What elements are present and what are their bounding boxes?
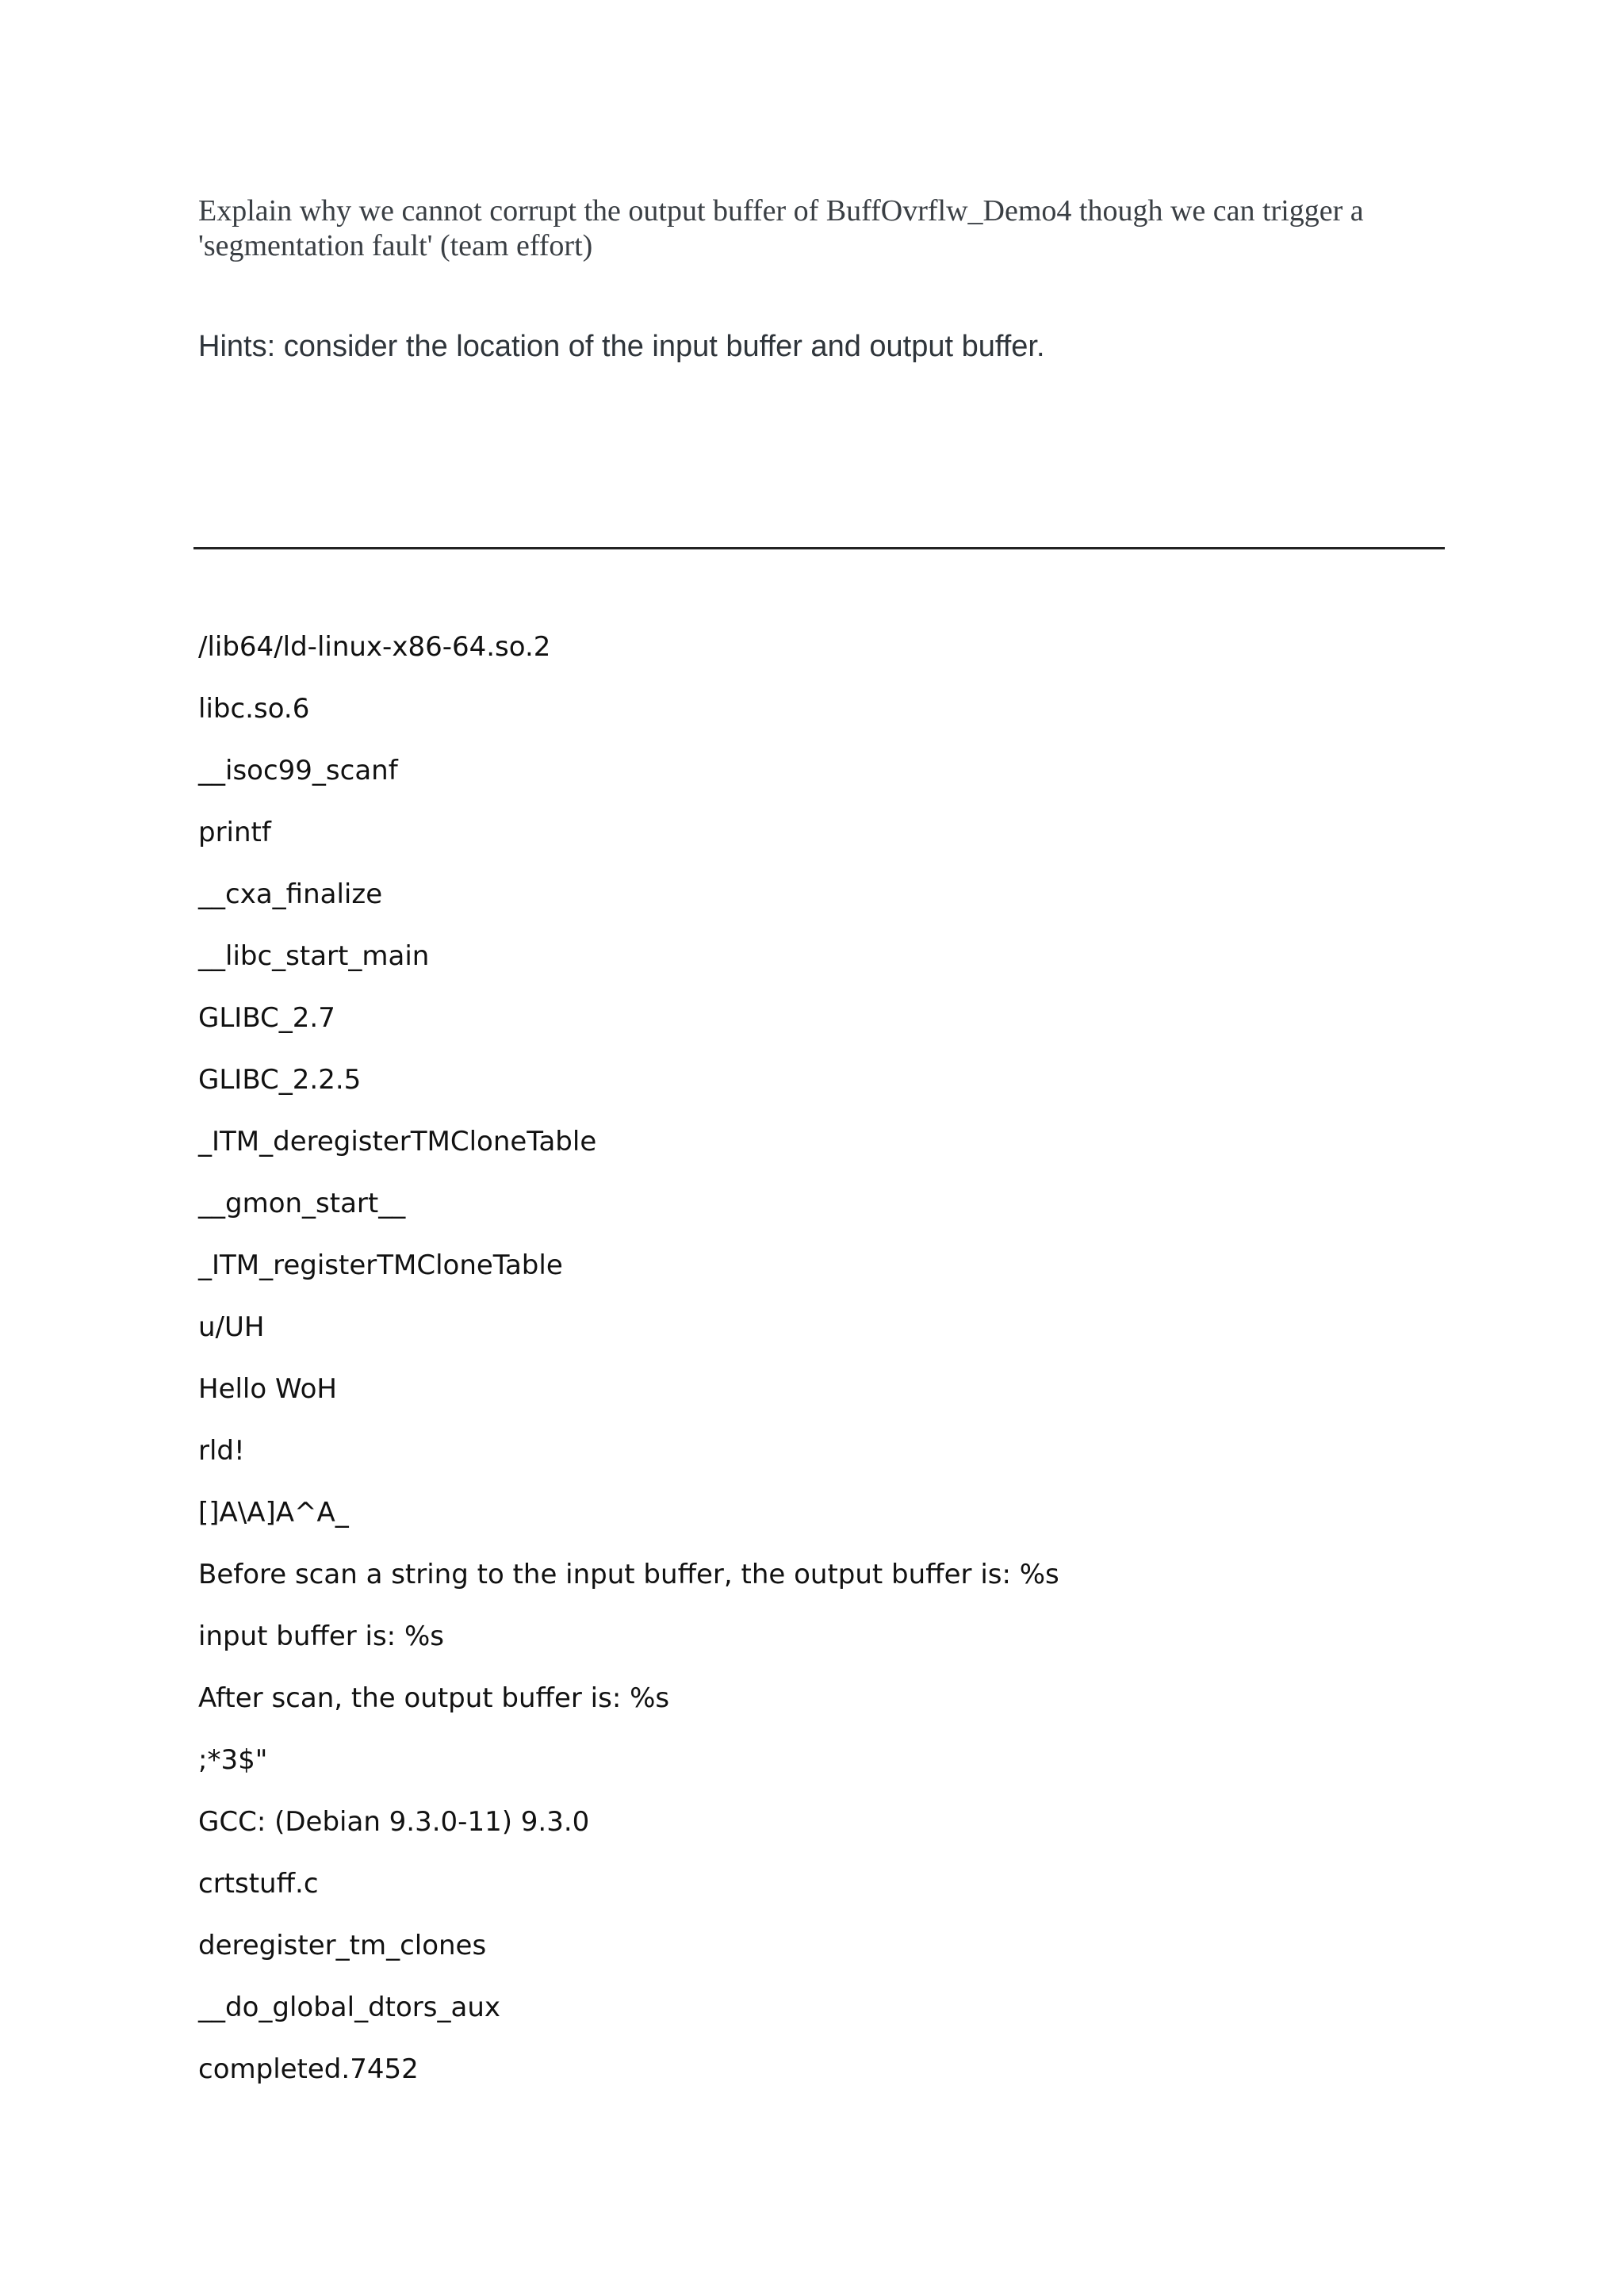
string-line: GCC: (Debian 9.3.0-11) 9.3.0 — [198, 1806, 590, 1838]
string-line: GLIBC_2.7 — [198, 1002, 335, 1034]
string-line: crtstuff.c — [198, 1868, 319, 1900]
hint-text: Hints: consider the location of the input buffer and output buffer. — [198, 330, 1045, 363]
string-line: Before scan a string to the input buffer, the output buffer is: %s — [198, 1559, 1059, 1590]
string-line: _ITM_registerTMCloneTable — [198, 1249, 563, 1281]
string-line: /lib64/ld-linux-x86-64.so.2 — [198, 631, 551, 663]
question-text: Explain why we cannot corrupt the output buffer of BuffOvrflw_Demo4 though we can trigger a 'segmentation fault' (team effort) — [198, 194, 1364, 262]
string-line: rld! — [198, 1435, 245, 1467]
string-line: libc.so.6 — [198, 693, 310, 725]
string-line: []A\A]A^A_ — [198, 1497, 349, 1529]
string-line: __libc_start_main — [198, 940, 430, 972]
string-line: printf — [198, 817, 271, 848]
string-line: u/UH — [198, 1311, 265, 1343]
string-line: __cxa_finalize — [198, 878, 383, 910]
strings-output-list — [198, 629, 1435, 2114]
horizontal-divider — [193, 547, 1445, 549]
string-line: completed.7452 — [198, 2053, 419, 2085]
string-line: __do_global_dtors_aux — [198, 1992, 500, 2023]
string-line: Hello WoH — [198, 1373, 337, 1405]
string-line: deregister_tm_clones — [198, 1930, 487, 1961]
string-line: After scan, the output buffer is: %s — [198, 1682, 670, 1714]
string-line: GLIBC_2.2.5 — [198, 1064, 362, 1096]
string-line: __isoc99_scanf — [198, 755, 398, 786]
string-line: ;*3$" — [198, 1744, 268, 1776]
string-line: __gmon_start__ — [198, 1188, 406, 1219]
string-line: input buffer is: %s — [198, 1621, 444, 1652]
string-line: _ITM_deregisterTMCloneTable — [198, 1126, 597, 1158]
